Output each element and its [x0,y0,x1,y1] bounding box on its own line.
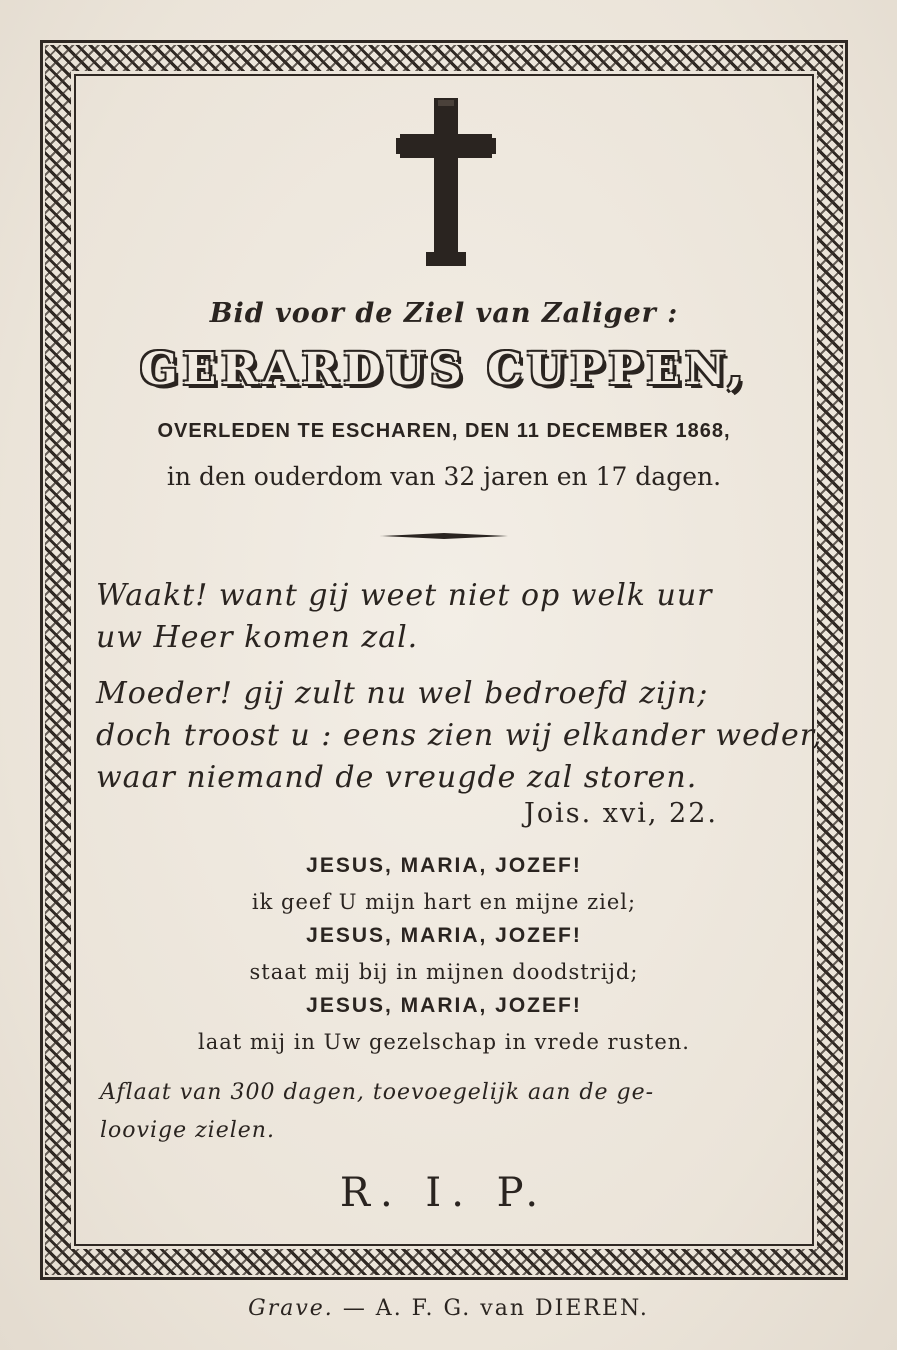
ornamental-rule [380,532,508,540]
prayer-line-3: laat mij in Uw gezelschap in vrede rusten. [198,1030,690,1054]
deceased-name: GERARDUS CUPPEN, [140,344,748,395]
rip-inscription: R. I. P. [339,1170,549,1216]
card-content [76,76,823,1244]
verse-line-1: Waakt! want gij weet niet op welk uur [96,578,713,613]
invocation-2: JESUS, MARIA, JOZEF! [306,924,582,947]
invocation-1: JESUS, MARIA, JOZEF! [306,854,582,877]
prayer-line-2: staat mij bij in mijnen doodstrijd; [249,960,639,984]
indulgence-line-1: Aflaat van 300 dagen, toevoegelijk aan de ge- [100,1080,655,1105]
verse-line-4: doch troost u : eens zien wij elkander weder, [96,718,823,753]
death-notice-line: OVERLEDEN TE ESCHAREN, DEN 11 DECEMBER 1868, [157,420,731,442]
printer-place: Grave. [248,1296,334,1321]
verse-line-5: waar niemand de vreugde zal storen. [96,760,698,795]
printer-imprint [0,1296,897,1321]
indulgence-line-2: loovige zielen. [100,1118,275,1143]
cross-icon [396,98,496,270]
verse-line-2: uw Heer komen zal. [96,620,419,655]
invocation-3: JESUS, MARIA, JOZEF! [306,994,582,1017]
printer-name: — A. F. G. van DIEREN. [342,1296,649,1321]
prayer-line-1: ik geef U mijn hart en mijne ziel; [251,890,637,914]
scripture-reference: Jois. xvi, 22. [524,798,718,829]
verse-line-3: Moeder! gij zult nu wel bedroefd zijn; [96,676,709,711]
age-line: in den ouderdom van 32 jaren en 17 dagen. [166,462,722,491]
prayer-request-line: Bid voor de Ziel van Zaliger : [209,298,679,329]
